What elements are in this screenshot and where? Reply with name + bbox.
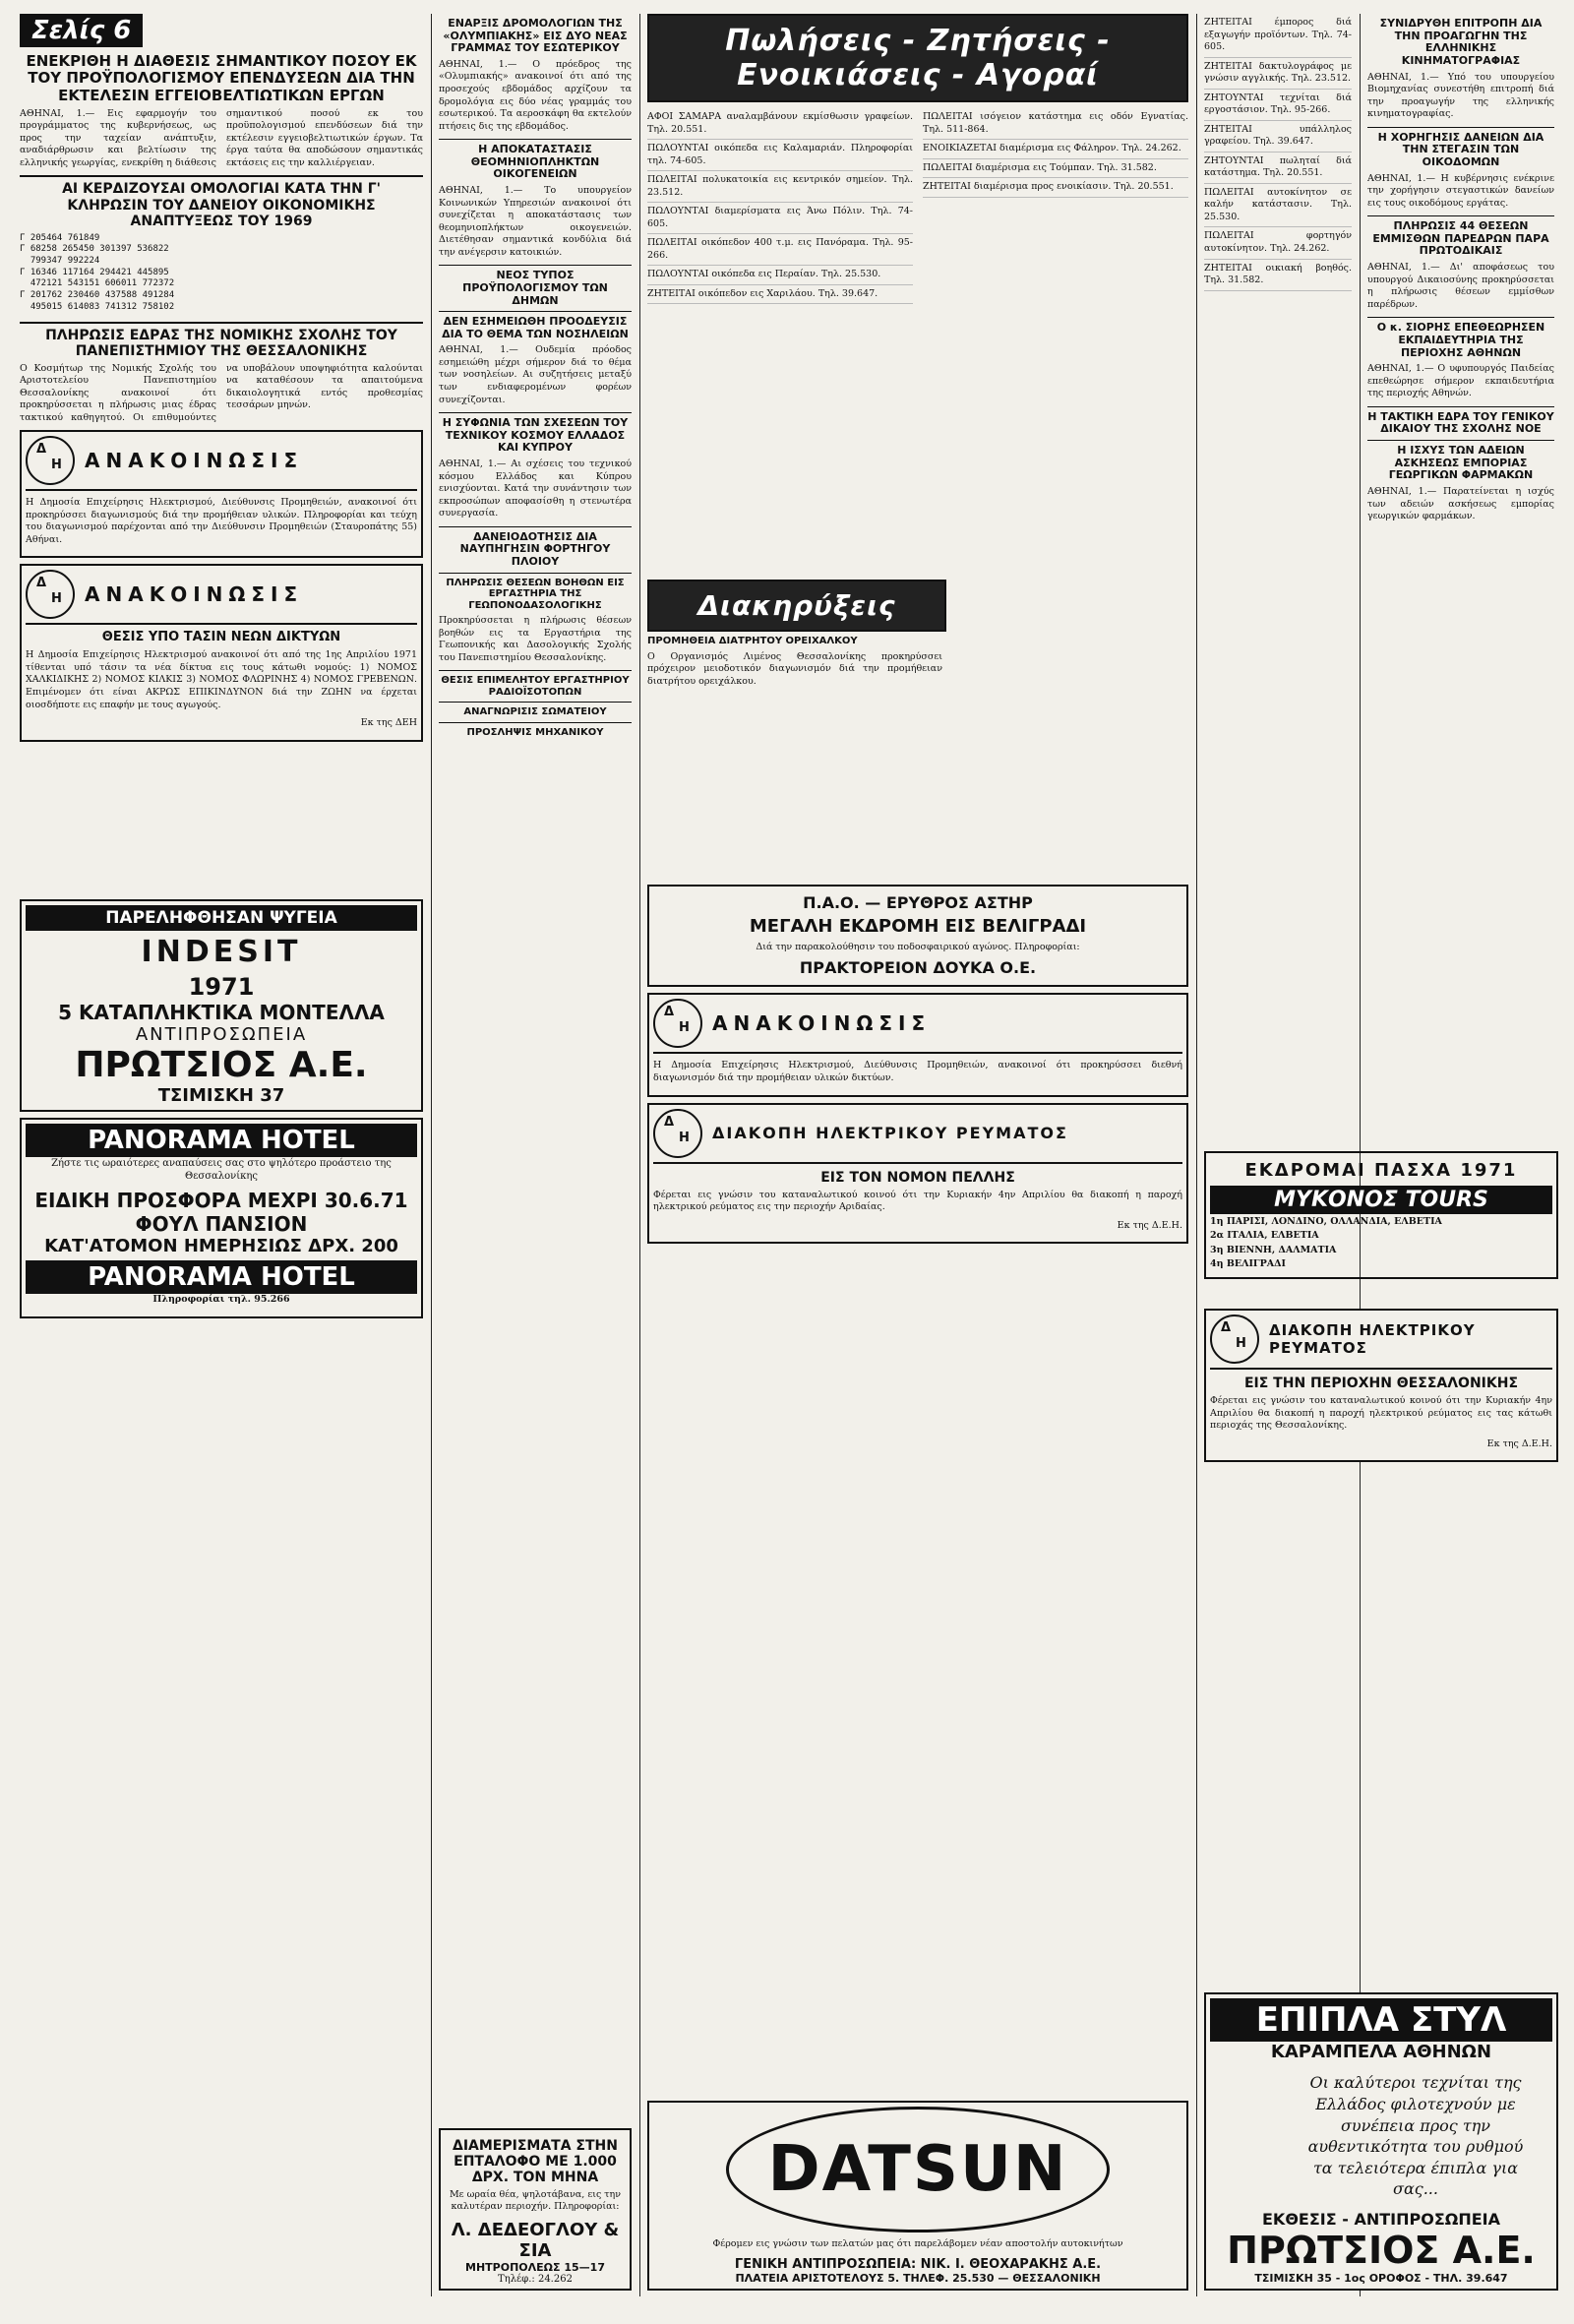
ad-flat-title: ΔΙΑΜΕΡΙΣΜΑΤΑ ΣΤΗΝ ΕΠΤΑΛΟΦΟ ΜΕ 1.000 ΔΡΧ. ΤΟΝ ΜΗΝΑ	[453, 2137, 618, 2185]
ad-styl-quote: Οι καλύτεροι τεχνίται της Ελλάδος φιλοτεχνούν με συνέπεια προς την αυθεντικότητα του ρυθμού τα τελειότερα έπιπλα για σας...	[1307, 2073, 1524, 2199]
column-3	[647, 14, 1188, 2296]
headline-investment-budget: ΕΝΕΚΡΙΘΗ Η ΔΙΑΘΕΣΙΣ ΣΗΜΑΝΤΙΚΟΥ ΠΟΣΟΥ ΕΚ ΤΟΥ ΠΡΟΫΠΟΛΟΓΙΣΜΟΥ ΕΠΕΝΔΥΣΕΩΝ ΔΙΑ ΤΗΝ ΕΚΤΕΛΕΣΙΝ ΕΓΓΕΙΟΒΕΛΤΙΩΤΙΚΩΝ ΕΡΓΩΝ	[26, 52, 417, 104]
ad-hotel-name-2: PANORAMA HOTEL	[26, 1260, 417, 1294]
deh-announcement-title: ΔΙΑΚΟΠΗ ΗΛΕΚΤΡΙΚΟΥ ΡΕΥΜΑΤΟΣ	[1269, 1321, 1476, 1357]
headline-law-school: ΠΛΗΡΩΣΙΣ ΕΔΡΑΣ ΤΗΣ ΝΟΜΙΚΗΣ ΣΧΟΛΗΣ ΤΟΥ ΠΑΝΕΠΙΣΤΗΜΙΟΥ ΤΗΣ ΘΕΣΣΑΛΟΝΙΚΗΣ	[20, 322, 423, 359]
classified-ad: ΖΗΤΕΙΤΑΙ διαμέρισμα προς ενοικίασιν. Τηλ. 20.551.	[923, 178, 1188, 198]
classifieds-banner: Πωλήσεις - Ζητήσεις - Ενοικιάσεις - Αγοραί	[647, 14, 1188, 102]
article-hospital-fees: ΑΘΗΝΑΙ, 1.— Ουδεμία πρόοδος εσημειώθη μέχρι σήμερον διά το θέμα των νοσηλείων. Αι συζητήσεις μεταξύ των ενδιαφερομένων φορέων συνεχίζονται.	[439, 344, 632, 405]
headline-cinema-committee: ΣΥΝΙΔΡΥΘΗ ΕΠΙΤΡΟΠΗ ΔΙΑ ΤΗΝ ΠΡΟΑΓΩΓΗΝ ΤΗΣ ΕΛΛΗΝΙΚΗΣ ΚΙΝΗΜΑΤΟΓΡΑΦΙΑΣ	[1379, 17, 1543, 67]
classified-ad: ΖΗΤΕΙΤΑΙ οικιακή βοηθός. Τηλ. 31.582.	[1204, 260, 1352, 291]
deh-announcement-3	[647, 993, 1188, 1096]
deh-logo-icon: Δ Η	[26, 570, 75, 619]
paok-agency: ΠΡΑΚΤΟΡΕΙΟΝ ΔΟΥΚΑ Ο.Ε.	[799, 958, 1037, 978]
article-housing-loans: ΑΘΗΝΑΙ, 1.— Η κυβέρνησις ενέκρινε την χορήγησιν στεγαστικών δανείων εις τους οικοδόμους εργάτας.	[1367, 172, 1554, 209]
classified-ad: ΠΩΛΕΙΤΑΙ ισόγειον κατάστημα εις οδόν Εγνατίας. Τηλ. 511-864.	[923, 108, 1188, 140]
classifieds-list-2	[923, 108, 1188, 304]
headline-radioisotopes: ΘΕΣΙΣ ΕΠΙΜΕΛΗΤΟΥ ΕΡΓΑΣΤΗΡΙΟΥ ΡΑΔΙΟΪΣΟΤΟΠΩΝ	[439, 670, 632, 698]
page-number-badge: Σελίς 6	[20, 14, 143, 47]
column-2	[439, 14, 632, 2296]
classified-ad: ΠΩΛΟΥΝΤΑΙ οικόπεδα εις Καλαμαριάν. Πληροφορίαι τηλ. 74-605.	[647, 140, 913, 171]
ad-styl-sub: ΚΑΡΑΜΠΕΛΑ ΑΘΗΝΩΝ	[1270, 2042, 1492, 2063]
article-investment-budget: ΑΘΗΝΑΙ, 1.— Εις εφαρμογήν του προγράμματος της κυβερνήσεως, ως προς την ταχείαν ανάπτυξιν, αναδιάρθρωσιν και βελτίωσιν της ελληνικής γεωργίας, ενεκρίθη η διάθεσις σημαντικού ποσού εκ του προϋπολογισμού επενδύσεων διά την εκτέλεσιν εγγειοβελτιωτικών έργων. Τα έργα ταύτα θα αποδώσουν σημαντικάς εκτάσεις εις την καλλιέργειαν.	[20, 107, 423, 168]
paok-text: Διά την παρακολούθησιν του ποδοσφαιρικού αγώνος. Πληροφορίαι:	[756, 941, 1080, 952]
deh-announcement-text: Η Δημοσία Επιχείρησις Ηλεκτρισμού, Διεύθυνσις Προμηθειών, ανακοινοί ότι προκηρύσσει διαγωνισμούς διά την προμήθειαν υλικών. Πληροφορίαι και τεύχη του διαγωνισμού παρέχονται από την Διεύθυνσιν Προμηθειών (Σταυροπάτης 55) Αθήναι.	[26, 497, 417, 545]
ad-apartments	[439, 2128, 632, 2291]
classified-ad: ΠΩΛΟΥΝΤΑΙ οικόπεδα εις Περαίαν. Τηλ. 25.530.	[647, 266, 913, 285]
classified-ad: ΖΗΤΕΙΤΑΙ έμπορος διά εξαγωγήν προϊόντων. Τηλ. 74-605.	[1204, 14, 1352, 58]
classified-ad: ΠΩΛΟΥΝΤΑΙ διαμερίσματα εις Άνω Πόλιν. Τηλ. 74-605.	[647, 203, 913, 234]
headline-lab-assistants: ΠΛΗΡΩΣΙΣ ΘΕΣΕΩΝ ΒΟΗΘΩΝ ΕΙΣ ΕΡΓΑΣΤΗΡΙΑ ΤΗΣ ΓΕΩΠΟΝΟΔΑΣΟΛΟΓΙΚΗΣ	[439, 573, 632, 612]
trip-item: 4η ΒΕΛΙΓΡΑΔΙ	[1210, 1258, 1286, 1270]
ad-flat-company: Λ. ΔΕΔΕΟΓΛΟΥ & ΣΙΑ	[451, 2220, 620, 2261]
classified-ad: ΕΝΟΙΚΙΑΖΕΤΑΙ διαμέρισμα εις Φάληρον. Τηλ. 24.262.	[923, 140, 1188, 159]
deh-announcement-subtitle: ΕΙΣ ΤΗΝ ΠΕΡΙΟΧΗΝ ΘΕΣΣΑΛΟΝΙΚΗΣ	[1243, 1376, 1519, 1391]
article-law-school: Ο Κοσμήτωρ της Νομικής Σχολής του Αριστοτελείου Πανεπιστημίου Θεσσαλονίκης ανακοινοί ότι προκηρύσσεται η πλήρωσις μιας έδρας τακτικού καθηγητού. Οι επιθυμούντες να υποβάλουν υποψηφιότητα καλούνται να καταθέσουν τα απαιτούμενα δικαιολογητικά εντός προθεσμίας τεσσάρων μηνών.	[20, 362, 423, 423]
declarations-banner: Διακηρύξεις	[647, 580, 946, 632]
ad-hotel-phone: Πληροφορίαι τηλ. 95.266	[152, 1293, 290, 1305]
article-olympic-routes: ΑΘΗΝΑΙ, 1.— Ο πρόεδρος της «Ολυμπιακής» ανακοινοί ότι από της προσεχούς εβδομάδος αρχίζουν τα δρομολόγια εις δύο νέας γραμμάς του εσωτερικού. Τα αεροσκάφη θα εκτελούν πτήσεις δις της εβδομάδος.	[439, 58, 632, 132]
column-rule	[431, 14, 432, 2296]
classified-ad: ΠΩΛΕΙΤΑΙ αυτοκίνητον σε καλήν κατάστασιν. Τηλ. 25.530.	[1204, 184, 1352, 228]
article-flood-victims: ΑΘΗΝΑΙ, 1.— Το υπουργείον Κοινωνικών Υπηρεσιών ανακοινοί ότι συνεχίζεται η αποκατάστασις των θεομηνιοπλήκτων οικογενειών. Διετέθησαν σημαντικά κονδύλια διά την ανέγερσιν κατοικιών.	[439, 185, 632, 258]
ad-indesit-models: 5 ΚΑΤΑΠΛΗΚΤΙΚΑ ΜΟΝΤΕΛΛΑ	[58, 1000, 385, 1024]
deh-announcement-title: ΑΝΑΚΟΙΝΩΣΙΣ	[85, 582, 304, 607]
article-brass-supply: Ο Οργανισμός Λιμένος Θεσσαλονίκης προκηρύσσει πρόχειρον μειοδοτικόν διαγωνισμόν διά την προμήθειαν διατρήτου ορειχάλκου.	[647, 650, 942, 687]
ad-indesit-brand: INDESIT	[141, 934, 302, 969]
headline-greece-cyprus: Η ΣΥΦΩΝΙΑ ΤΩΝ ΣΧΕΣΕΩΝ ΤΟΥ ΤΕΧΝΙΚΟΥ ΚΟΣΜΟΥ ΕΛΛΑΔΟΣ ΚΑΙ ΚΥΠΡΟΥ	[439, 412, 632, 455]
deh-signature: Εκ της ΔΕΗ	[360, 717, 417, 729]
article-lab-assistants: Προκηρύσσεται η πλήρωσις θέσεων βοηθών εις τα Εργαστήρια της Γεωπονικής και Δασολογικής Σχολής του Πανεπιστημίου Θεσσαλονίκης.	[439, 615, 632, 663]
deh-announcement-2	[20, 564, 423, 741]
article-greece-cyprus: ΑΘΗΝΑΙ, 1.— Αι σχέσεις του τεχνικού κόσμου Ελλάδος και Κύπρου ενισχύονται. Κατά την συνάντησιν των εκπροσώπων αποφασίσθη η στενωτέρα συνεργασία.	[439, 459, 632, 520]
headline-housing-loans: Η ΧΟΡΗΓΗΣΙΣ ΔΑΝΕΙΩΝ ΔΙΑ ΤΗΝ ΣΤΕΓΑΣΙΝ ΤΩΝ ΟΙΚΟΔΟΜΩΝ	[1367, 127, 1554, 169]
trip-item: 3η ΒΙΕΝΝΗ, ΔΑΛΜΑΤΙΑ	[1210, 1244, 1337, 1255]
classified-ad: ΖΗΤΕΙΤΑΙ δακτυλογράφος με γνώσιν αγγλικής. Τηλ. 23.512.	[1204, 58, 1352, 90]
headline-flood-victims: Η ΑΠΟΚΑΤΑΣΤΑΣΙΣ ΘΕΟΜΗΝΙΟΠΛΗΚΤΩΝ ΟΙΚΟΓΕΝΕΙΩΝ	[439, 139, 632, 181]
ad-datsun-address: ΠΛΑΤΕΙΑ ΑΡΙΣΤΟΤΕΛΟΥΣ 5. ΤΗΛΕΦ. 25.530 — ΘΕΣΣΑΛΟΝΙΚΗ	[735, 2272, 1101, 2285]
deh-announcement-text: Φέρεται εις γνώσιν του καταναλωτικού κοινού ότι την Κυριακήν 4ην Απριλίου θα διακοπή η παροχή ηλεκτρικού ρεύματος εις την περιοχήν Αριδαίας.	[653, 1189, 1182, 1213]
ad-indesit	[20, 899, 423, 1112]
headline-court-assistants: ΠΛΗΡΩΣΙΣ 44 ΘΕΣΕΩΝ ΕΜΜΙΣΘΩΝ ΠΑΡΕΔΡΩΝ ΠΑΡΑ ΠΡΩΤΟΔΙΚΑΙΣ	[1367, 215, 1554, 258]
article-schools-inspection: ΑΘΗΝΑΙ, 1.— Ο υφυπουργός Παιδείας επεθεώρησε σήμερον εκπαιδευτήρια της περιοχής Αθηνών.	[1367, 363, 1554, 399]
deh-logo-icon: Δ Η	[26, 436, 75, 485]
column-rule	[639, 14, 640, 2296]
ad-datsun	[647, 2101, 1188, 2291]
headline-engineer-hire: ΠΡΟΣΛΗΨΙΣ ΜΗΧΑΝΙΚΟΥ	[439, 722, 632, 739]
classified-ad: ΠΩΛΕΙΤΑΙ πολυκατοικία εις κεντρικόν σημείον. Τηλ. 23.512.	[647, 171, 913, 203]
ad-flat-phone: Τηλέφ.: 24.262	[498, 2274, 573, 2285]
deh-announcement-subtitle: ΘΕΣΙΣ ΥΠΟ ΤΑΣΙΝ ΝΕΩΝ ΔΙΚΤΥΩΝ	[101, 630, 341, 645]
headline-shipbuilding-loan: ΔΑΝΕΙΟΔΟΤΗΣΙΣ ΔΙΑ ΝΑΥΠΗΓΗΣΙΝ ΦΟΡΤΗΓΟΥ ΠΛΟΙΟΥ	[439, 526, 632, 569]
ad-panorama-hotel	[20, 1118, 423, 1318]
column-rule	[1196, 14, 1197, 2296]
deh-announcement-1	[20, 430, 423, 558]
deh-logo-icon: Δ Η	[653, 999, 702, 1048]
column-1	[20, 14, 423, 2296]
classifieds-list-3	[1204, 14, 1352, 291]
ad-datsun-rep: ΓΕΝΙΚΗ ΑΝΤΙΠΡΟΣΩΠΕΙΑ: ΝΙΚ. Ι. ΘΕΟΧΑΡΑΚΗΣ Α.Ε.	[734, 2257, 1102, 2272]
deh-announcement-subtitle: ΕΙΣ ΤΟΝ ΝΟΜΟΝ ΠΕΛΛΗΣ	[820, 1169, 1015, 1186]
headline-pesticide-licences: Η ΙΣΧΥΣ ΤΩΝ ΑΔΕΙΩΝ ΑΣΚΗΣΕΩΣ ΕΜΠΟΡΙΑΣ ΓΕΩΡΓΙΚΩΝ ΦΑΡΜΑΚΩΝ	[1367, 440, 1554, 482]
ad-hotel-name: PANORAMA HOTEL	[26, 1124, 417, 1157]
classified-ad: ΖΗΤΕΙΤΑΙ οικόπεδον εις Χαριλάου. Τηλ. 39.647.	[647, 285, 913, 305]
article-cinema-committee: ΑΘΗΝΑΙ, 1.— Υπό του υπουργείου Βιομηχανίας συνεστήθη επιτροπή διά την προαγωγήν της ελληνικής κινηματογραφίας.	[1367, 71, 1554, 120]
lottery-numbers: Γ 205464 761849 Γ 68258 265450 301397 536822 799347 992224 Γ 16346 117164 294421 445895 472121 543151 606011 772372 Γ 201762 230460 437588 491284 495015 614083 741312 758102	[20, 232, 175, 312]
deh-announcement-text: Η Δημοσία Επιχείρησις Ηλεκτρισμού ανακοινοί ότι από της 1ης Απριλίου 1971 τίθενται υπό τάσιν τα νέα δίκτυα εις τους κάτωθι νομούς: 1) ΝΟΜΟΣ ΧΑΛΚΙΔΙΚΗΣ 2) ΝΟΜΟΣ ΚΙΛΚΙΣ 3) ΝΟΜΟΣ ΦΛΩΡΙΝΗΣ 4) ΝΟΜΟΣ ΓΡΕΒΕΝΩΝ. Επιμένομεν ότι είναι ΑΚΡΩΣ ΕΠΙΚΙΝΔΥΝΟΝ διά την ΖΩΗΝ να έρχεται οιοσδήποτε εις επαφήν με τους αγωγούς.	[26, 649, 417, 710]
deh-announcement-title: ΑΝΑΚΟΙΝΩΣΙΣ	[85, 449, 304, 473]
deh-power-cut-pella	[647, 1103, 1188, 1245]
headline-union-recognition: ΑΝΑΓΝΩΡΙΣΙΣ ΣΩΜΑΤΕΙΟΥ	[439, 702, 632, 718]
headline-olympic-routes: ΕΝΑΡΞΙΣ ΔΡΟΜΟΛΟΓΙΩΝ ΤΗΣ «ΟΛΥΜΠΙΑΚΗΣ» ΕΙΣ ΔΥΟ ΝΕΑΣ ΓΡΑΜΜΑΣ ΤΟΥ ΕΣΩΤΕΡΙΚΟΥ	[443, 17, 628, 55]
headline-schools-inspection: Ο κ. ΣΙΟΡΗΣ ΕΠΕΘΕΩΡΗΣΕΝ ΕΚΠΑΙΔΕΥΤΗΡΙΑ ΤΗΣ ΠΕΡΙΟΧΗΣ ΑΘΗΝΩΝ	[1367, 317, 1554, 359]
deh-announcement-title: ΑΝΑΚΟΙΝΩΣΙΣ	[712, 1011, 932, 1036]
ad-indesit-rep: ΑΝΤΙΠΡΟΣΩΠΕΙΑ	[135, 1023, 308, 1045]
headline-municipal-budget: ΝΕΟΣ ΤΥΠΟΣ ΠΡΟΫΠΟΛΟΓΙΣΜΟΥ ΤΩΝ ΔΗΜΩΝ	[439, 265, 632, 307]
ad-easter-trips	[1204, 1151, 1558, 1279]
ad-styl-furniture	[1204, 1992, 1558, 2291]
deh-signature: Εκ της Δ.Ε.Η.	[1486, 1437, 1552, 1449]
ad-styl-company: ΠΡΩΤΣΙΟΣ Α.Ε.	[1227, 2229, 1536, 2272]
ad-flat-text: Με ωραία θέα, ψηλοτάβανα, εις την καλυτέραν περιοχήν. Πληροφορίαι:	[449, 2188, 622, 2213]
classified-ad: ΖΗΤΕΙΤΑΙ υπάλληλος γραφείου. Τηλ. 39.647.	[1204, 121, 1352, 153]
classified-ad: ΠΩΛΕΙΤΑΙ οικόπεδον 400 τ.μ. εις Πανόραμα. Τηλ. 95-266.	[647, 234, 913, 266]
deh-announcement-title: ΔΙΑΚΟΠΗ ΗΛΕΚΤΡΙΚΟΥ ΡΕΥΜΑΤΟΣ	[712, 1124, 1068, 1143]
classified-ad: ΖΗΤΟΥΝΤΑΙ τεχνίται διά εργοστάσιον. Τηλ. 95-266.	[1204, 90, 1352, 121]
ad-flat-address: ΜΗΤΡΟΠΟΛΕΩΣ 15—17	[465, 2261, 605, 2274]
ad-styl-address: ΤΣΙΜΙΣΚΗ 35 - 1ος ΟΡΟΦΟΣ - ΤΗΛ. 39.647	[1254, 2272, 1508, 2285]
classifieds-list-1	[647, 108, 913, 304]
trip-agency: ΜΥΚΟΝΟΣ TOURS	[1210, 1186, 1552, 1214]
trip-item: 1η ΠΑΡΙΣΙ, ΛΟΝΔΙΝΟ, ΟΛΛΑΝΔΙΑ, ΕΛΒΕΤΙΑ	[1210, 1215, 1442, 1227]
classified-ad: ΖΗΤΟΥΝΤΑΙ πωληταί διά κατάστημα. Τηλ. 20.551.	[1204, 153, 1352, 184]
ad-paok-trip	[647, 885, 1188, 987]
article-court-assistants: ΑΘΗΝΑΙ, 1.— Δι' αποφάσεως του υπουργού Δικαιοσύνης προκηρύσσεται η πλήρωσις θέσεων εμμίσθων παρέδρων.	[1367, 262, 1554, 310]
headline-bond-lottery: ΑΙ ΚΕΡΔΙΖΟΥΣΑΙ ΟΜΟΛΟΓΙΑΙ ΚΑΤΑ ΤΗΝ Γ' ΚΛΗΡΩΣΙΝ ΤΟΥ ΔΑΝΕΙΟΥ ΟΙΚΟΝΟΜΙΚΗΣ ΑΝΑΠΤΥΞΕΩΣ ΤΟΥ 1969	[20, 175, 423, 228]
trip-item: 2α ΙΤΑΛΙΑ, ΕΛΒΕΤΙΑ	[1210, 1230, 1319, 1242]
deh-logo-icon: Δ Η	[1210, 1315, 1259, 1364]
paok-title: Π.Α.Ο. — ΕΡΥΘΡΟΣ ΑΣΤΗΡ	[803, 893, 1033, 913]
deh-power-cut-thessaloniki	[1204, 1309, 1558, 1462]
headline-brass-supply: ΠΡΟΜΗΘΕΙΑ ΔΙΑΤΡΗΤΟΥ ΟΡΕΙΧΑΛΚΟΥ	[647, 636, 858, 647]
ad-hotel-offer: ΕΙΔΙΚΗ ΠΡΟΣΦΟΡΑ ΜΕΧΡΙ 30.6.71	[34, 1188, 408, 1212]
ad-indesit-top: ΠΑΡΕΛΗΦΘΗΣΑΝ ΨΥΓΕΙΑ	[26, 905, 417, 931]
ad-indesit-year: 1971	[188, 972, 255, 1001]
ad-hotel-price: ΚΑΤ'ΑΤΟΜΟΝ ΗΜΕΡΗΣΙΩΣ ΔΡΧ. 200	[44, 1235, 398, 1256]
ad-datsun-logo: DATSUN	[726, 2107, 1111, 2232]
headline-hospital-fees: ΔΕΝ ΕΣΗΜΕΙΩΘΗ ΠΡΟΟΔΕΥΣΙΣ ΔΙΑ ΤΟ ΘΕΜΑ ΤΩΝ ΝΟΣΗΛΕΙΩΝ	[439, 311, 632, 340]
classified-ad: ΠΩΛΕΙΤΑΙ φορτηγόν αυτοκίνητον. Τηλ. 24.262.	[1204, 227, 1352, 259]
deh-announcement-text: Η Δημοσία Επιχείρησις Ηλεκτρισμού, Διεύθυνσις Προμηθειών, ανακοινοί ότι προκηρύσσει διεθνή διαγωνισμόν διά την προμήθειαν υλικών δικτύων.	[653, 1060, 1182, 1083]
trip-title: ΕΚΔΡΟΜΑΙ ΠΑΣΧΑ 1971	[1244, 1160, 1518, 1181]
ad-hotel-offer2: ΦΟΥΛ ΠΑΝΣΙΟΝ	[135, 1211, 308, 1236]
article-pesticide-licences: ΑΘΗΝΑΙ, 1.— Παρατείνεται η ισχύς των αδειών ασκήσεως εμπορίας γεωργικών φαρμάκων.	[1367, 485, 1554, 522]
deh-announcement-text: Φέρεται εις γνώσιν του καταναλωτικού κοινού ότι την Κυριακήν 4ην Απριλίου θα διακοπή η παροχή ηλεκτρικού ρεύματος εις τας κάτωθι περιοχάς της Θεσσαλονίκης.	[1210, 1395, 1552, 1432]
classified-ad: ΑΦΟΙ ΣΑΜΑΡΑ αναλαμβάνουν εκμίσθωσιν γραφείων. Τηλ. 20.551.	[647, 108, 913, 140]
ad-indesit-address: ΤΣΙΜΙΣΚΗ 37	[157, 1084, 285, 1106]
ad-indesit-company: ΠΡΩΤΣΙΟΣ Α.Ε.	[75, 1044, 368, 1085]
headline-general-law: Η ΤΑΚΤΙΚΗ ΕΔΡΑ ΤΟΥ ΓΕΝΙΚΟΥ ΔΙΚΑΙΟΥ ΤΗΣ ΣΧΟΛΗΣ ΝΟΕ	[1367, 406, 1554, 436]
ad-hotel-tag: Ζήστε τις ωραιότερες αναπαύσεις σας στο ψηλότερο προάστειο της Θεσσαλονίκης	[51, 1157, 392, 1182]
deh-signature: Εκ της Δ.Ε.Η.	[1117, 1219, 1182, 1231]
ad-styl-expo: ΕΚΘΕΣΙΣ - ΑΝΤΙΠΡΟΣΩΠΕΙΑ	[1262, 2210, 1500, 2229]
deh-logo-icon: Δ Η	[653, 1109, 702, 1158]
ad-datsun-text: Φέρομεν εις γνώσιν των πελατών μας ότι παρελάβομεν νέαν αποστολήν αυτοκινήτων	[712, 2238, 1123, 2250]
paok-subtitle: ΜΕΓΑΛΗ ΕΚΔΡΟΜΗ ΕΙΣ ΒΕΛΙΓΡΑΔΙ	[749, 915, 1087, 937]
ad-styl-title: ΕΠΙΠΛΑ ΣΤΥΛ	[1210, 1998, 1552, 2042]
newspaper-page	[20, 14, 1554, 2296]
classified-ad: ΠΩΛΕΙΤΑΙ διαμέρισμα εις Τούμπαν. Τηλ. 31.582.	[923, 159, 1188, 179]
